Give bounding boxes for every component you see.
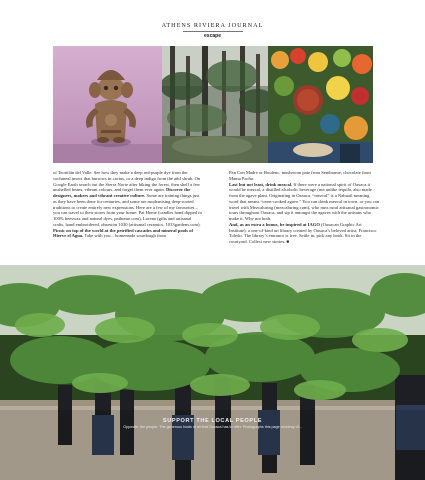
people-foliage-photo <box>0 265 425 480</box>
article-column-left <box>53 170 203 239</box>
body-text: (Oaxacan Graphic Art Institute), a one-of-kind art library created by Oaxaca’s beloved artist, Francisco Toledo. The library’s entrance is free. Settle in, pick any book. Sit in the courtyard. Collect new stories. ■ <box>229 221 377 244</box>
header-rule <box>183 31 243 32</box>
subhead-text: Picnic on top of the world at the petrified cascades and mineral pools of Hierve el Agua. <box>53 227 193 239</box>
body-text: If there were a national spirit of Oaxaca it would be mezcal, a distilled alcoholic beverage (not unlike tequila, also made from the agave plant. Originating in Oaxaca, “mezcal” is a Nahuatl meaning word that means “oven-cooked agave.” You can drink mezcal in town, or you can travel with Mezcaluring (mezcaluring.com), who runs rural artisanal gastronomic tours throughout Oaxaca, and sip it amongst the agaves with the artisans who make it. Why not both. <box>229 181 380 221</box>
photo-caption-text: Opposite: the people. The generous hosts of all that Oaxaca has to offer. Photographs this page courtesy of... <box>123 425 302 429</box>
market-produce-photo <box>268 46 373 163</box>
section-label: escape <box>204 33 221 39</box>
article-column-right <box>229 170 379 245</box>
body-text: Pan Con Madre or Boulenc, mushroom pate from Sembrame, chocolate from Mama Pacha. <box>229 170 371 181</box>
clay-figure-photo <box>53 46 162 163</box>
body-text: Take with you... homemade sourdough from <box>84 233 166 239</box>
body-text: of Teotitlán del Valle. See how they make a deep red-purple dye from the cochineal insect that burrows in cactus, or a deep indigo from the añil shrub. On Google Earth search out the Sierra Norte after hiking the forest, then shell a few unshelled beans, vibrant colours, and forget them ever again. <box>53 170 201 193</box>
subhead-text: And, as an extra a bonus, be inspired at IAGO <box>229 221 320 227</box>
publication-title: ATHENS RIVIERA JOURNAL <box>161 22 264 29</box>
body-text: Some are training things just as they have been done for centuries, and some are modernising deep-rooted traditions to create entirely new expressions. Here are a few of my favourites – you can travel to their stores from your home: Pat Home (candles hand dipped in 100% beeswax and natural dyes, pathome.com), Lorena (gifts and artisanal crafts, hand embroidered, obsesión 1030 (artisanal ceramics, 1033gardens.com). <box>53 193 202 227</box>
forest-photo <box>162 46 268 163</box>
subhead-text: Discover the designers, makers and vibrant creative culture. <box>53 187 191 198</box>
subhead-text: Last but not least, drink mezcal. <box>229 181 293 187</box>
photo-caption-title: SUPPORT THE LOCAL PEOPLE <box>162 418 263 424</box>
page-header <box>0 22 425 39</box>
